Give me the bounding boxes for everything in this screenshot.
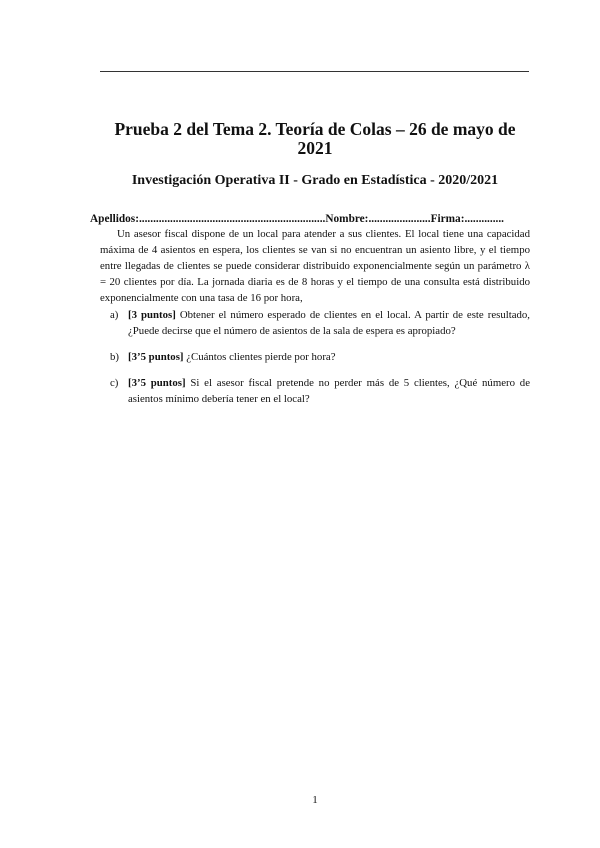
- question-label: c): [110, 377, 119, 389]
- page-title: Prueba 2 del Tema 2. Teoría de Colas – 26 de mayo de 2021: [114, 119, 516, 158]
- student-fields-line: Apellidos:..................................................................Nombre:......................Firma:..............: [90, 213, 504, 225]
- question-points: [3 puntos]: [128, 309, 176, 321]
- page-number: 1: [312, 794, 318, 806]
- question-label: a): [110, 309, 119, 321]
- top-rule: [100, 71, 529, 72]
- problem-statement: Un asesor fiscal dispone de un local para atender a sus clientes. El local tiene una capacidad máxima de 4 asientos en espera, los clientes se van si no encuentran un asiento libre, y el tiempo entre llegadas de clientes se puede considerar distribuido exponencialmente según un parámetro λ = 20 clientes por día. La jornada diaria es de 8 horas y el tiempo de una consulta está distribuido exponencialmente con una tasa de 16 por hora,: [100, 228, 530, 304]
- question-a: [100, 307, 530, 339]
- question-text: Obtener el número esperado de clientes en el local. A partir de este resultado, ¿Puede decirse que el número de asientos de la sala de espera es apropiado?: [128, 309, 531, 337]
- question-c: [100, 375, 530, 407]
- question-text: ¿Cuántos clientes pierde por hora?: [186, 351, 336, 363]
- question-list: [100, 307, 530, 417]
- question-text: Si el asesor fiscal pretende no perder más de 5 clientes, ¿Qué número de asientos mínimo debería tener en el local?: [128, 377, 530, 405]
- question-b: [100, 349, 530, 365]
- question-label: b): [110, 351, 119, 363]
- question-points: [3’5 puntos]: [128, 377, 186, 389]
- page-subtitle: Investigación Operativa II - Grado en Estadística - 2020/2021: [131, 173, 499, 188]
- question-points: [3’5 puntos]: [128, 351, 184, 363]
